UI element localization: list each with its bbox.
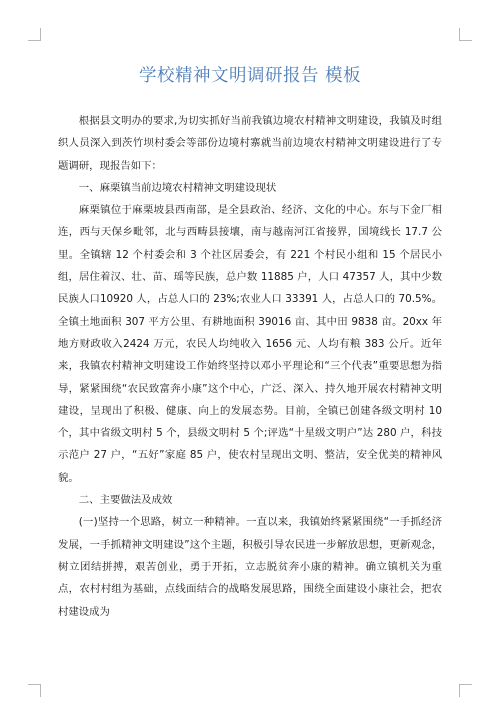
corner-mark-bottom-left <box>28 684 41 697</box>
document-title: 学校精神文明调研报告 模板 <box>138 66 362 86</box>
corner-mark-top-left <box>28 28 41 41</box>
corner-mark-top-right <box>459 28 472 41</box>
intro-paragraph: 根据县文明办的要求,为切实抓好当前我镇边境农村精神文明建设，我镇及时组织人员深入到茨竹坝村委会等部份边境村寨就当前边境农村精神文明建设进行了专题调研，现报告如下： <box>58 115 442 172</box>
section-heading-2: 二、主要做法及成效 <box>78 494 173 507</box>
corner-mark-bottom-right <box>459 684 472 697</box>
measures-paragraph: (一)坚持一个思路，树立一种精神。一直以来，我镇始终紧紧围绕“一手抓经济发展，一手抓精神文明建设”这个主题，积极引导农民进一步解放思想，更新观念，树立团结拼搏，艰苦创业，勇于开拓，立志脱贫奔小康的精神。确立镇机关为重点，农村村组为基础，点线面结合的战略发展思路，围绕全面建设小康社会，把农村建设成为 <box>58 516 442 618</box>
status-paragraph: 麻栗镇位于麻栗坡县西南部，是全县政治、经济、文化的中心。东与下金厂相连，西与天保乡毗邻，北与西畴县接壤，南与越南河江省接界，国境线长 17.7 公里。全镇辖 12 个村委会和 3 个社区居委会，有 221 个村民小组和 15 个居民小组，居住着汉、壮、苗、瑶等民族，总户数 11885 户，人口 47357 人，其中少数民族人口10920 人，占总人口的 23%;农业人口 33391 人，占总人口的 70.5%。全镇土地面积 307 平方公里、有耕地面积 39016 亩、其中田 9838 亩。20xx 年地方财政收入2424 万元，农民人均纯收入 1656 元、人均有粮 383 公斤。近年来，我镇农村精神文明建设工作始终坚持以邓小平理论和“三个代表”重要思想为指导，紧紧围绕“农民致富奔小康”这个中心，广泛、深入、持久地开展农村精神文明建设，呈现出了积极、健康、向上的发展态势。目前，全镇已创建各级文明村 10 个，其中省级文明村 5 个，县级文明村 5 个;评选“十星级文明户”达 280 户，科技示范户 27 户，“五好”家庭 85 户，使农村呈现出文明、整洁，安全优美的精神风貌。 <box>58 204 442 484</box>
section-heading-1: 一、麻栗镇当前边境农村精神文明建设现状 <box>78 181 277 194</box>
document-body <box>58 110 442 623</box>
